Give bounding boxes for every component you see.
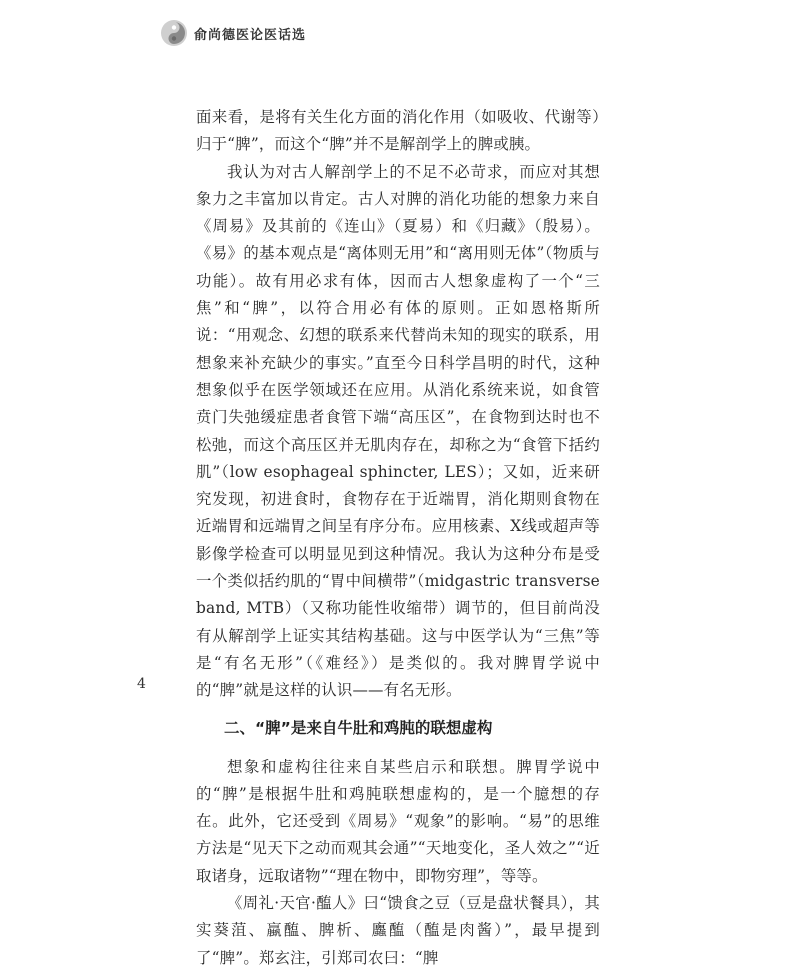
paragraph: 我认为对古人解剖学上的不足不必苛求，而应对其想象力之丰富加以肯定。古人对脾的消化功能的想象力来自《周易》及其前的《连山》（夏易）和《归藏》（殷易）。《易》的基本观点是“离体则无用”和“离用则无体”（物质与功能）。故有用必求有体，因而古人想象虚构了一个“三焦”和“脾”，以符合用必有体的原则。正如恩格斯所说：“用观念、幻想的联系来代替尚未知的现实的联系，用想象来补充缺少的事实。”直至今日科学昌明的时代，这种想象似乎在医学领域还在应用。从消化系统来说，如食管贲门失弛缓症患者食管下端“高压区”，在食物到达时也不松弛，而这个高压区并无肌肉存在，却称之为“食管下括约肌”（low esophageal sphincter, LES）；又如，近来研究发现，初进食时，食物存在于近端胃，消化期则食物在近端胃和远端胃之间呈有序分布。应用核素、X线或超声等影像学检查可以明显见到这种情况。我认为这种分布是受一个类似括约肌的“胃中间横带”（midgastric transverse band, MTB）（又称功能性收缩带）调节的，但目前尚没有从解剖学上证实其结构基础。这与中医学认为“三焦”等是“有名无形”（《难经》）是类似的。我对脾胃学说中的“脾”就是这样的认识——有名无形。 — [196, 162, 600, 700]
book-title: 俞尚德医论医话选 — [194, 27, 307, 43]
paragraph: 《周礼·天官·醢人》曰“馈食之豆（豆是盘状餐具），其实葵菹、蠃醢、脾析、蠯醢（醢是肉酱）”，最早提到了“脾”。郑玄注，引郑司农曰：“脾 — [196, 894, 600, 967]
paragraph: 面来看，是将有关生化方面的消化作用（如吸收、代谢等）归于“脾”，而这个“脾”并不是解剖学上的脾或胰。 — [196, 108, 600, 154]
page-number: 4 — [137, 676, 146, 692]
section-heading: 二、“脾”是来自牛肚和鸡肫的联想虚构 — [224, 718, 493, 737]
page-body — [196, 104, 600, 972]
running-header — [160, 18, 306, 48]
swirl-logo-icon — [160, 19, 188, 47]
paragraph: 想象和虚构往往来自某些启示和联想。脾胃学说中的“脾”是根据牛肚和鸡肫联想虚构的，是一个臆想的存在。此外，它还受到《周易》“观象”的影响。“易”的思维方法是“见天下之动而观其会通”“天地变化，圣人效之”“近取诸身，远取诸物”“理在物中，即物穷理”，等等。 — [196, 757, 600, 885]
